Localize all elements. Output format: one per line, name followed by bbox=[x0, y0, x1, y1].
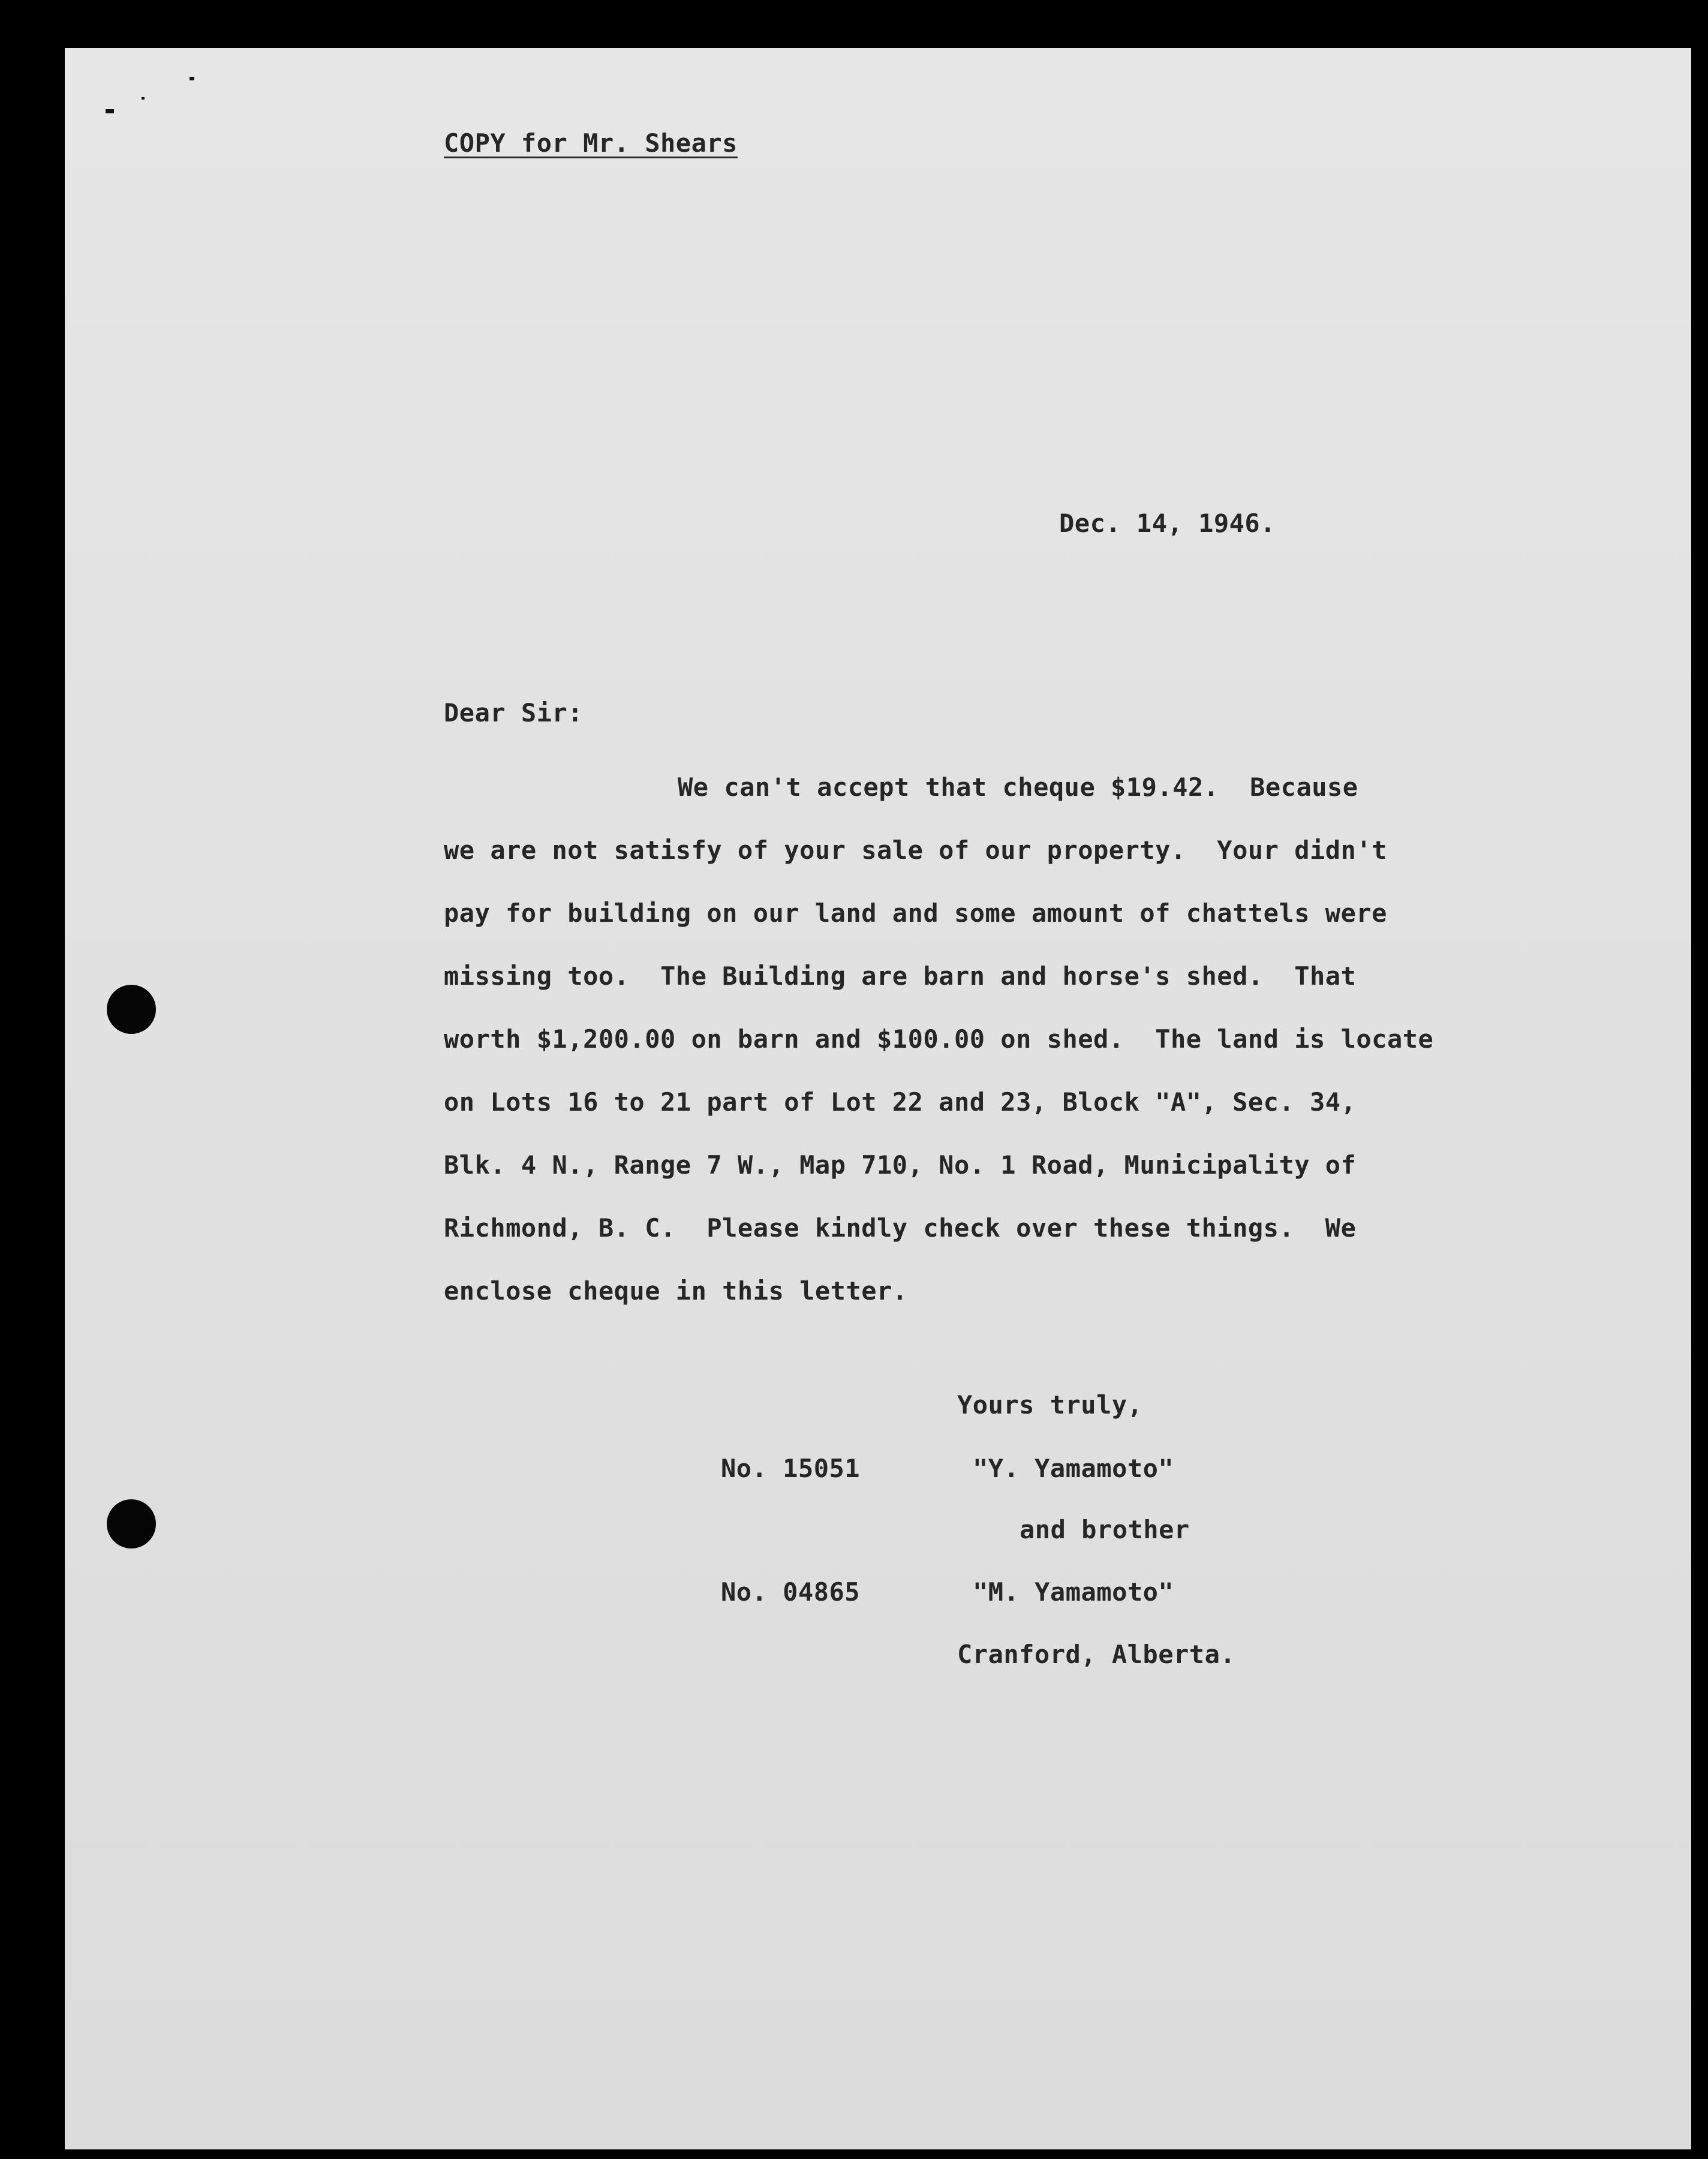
body-line: on Lots 16 to 21 part of Lot 22 and 23, Block "A", Sec. 34, bbox=[444, 1087, 1357, 1117]
punch-hole bbox=[107, 1499, 156, 1548]
sender-location: Cranford, Alberta. bbox=[957, 1640, 1236, 1669]
signatory-conjunction: and brother bbox=[1020, 1515, 1190, 1544]
letter-body bbox=[444, 756, 1433, 1322]
body-line: we are not satisfy of your sale of our property. Your didn't bbox=[444, 835, 1387, 865]
copy-note-header: COPY for Mr. Shears bbox=[444, 128, 738, 158]
registration-number: No. 04865 bbox=[721, 1577, 861, 1607]
salutation: Dear Sir: bbox=[444, 698, 584, 727]
body-line: pay for building on our land and some amount of chattels were bbox=[444, 898, 1387, 928]
ink-speck bbox=[190, 77, 194, 80]
body-line: missing too. The Building are barn and horse's shed. That bbox=[444, 961, 1357, 991]
body-line: We can't accept that cheque $19.42. Because bbox=[678, 772, 1358, 802]
body-line: Blk. 4 N., Range 7 W., Map 710, No. 1 Road, Municipality of bbox=[444, 1150, 1357, 1180]
ink-speck bbox=[106, 109, 114, 113]
signatory-name: "M. Yamamoto" bbox=[973, 1577, 1174, 1607]
punch-hole bbox=[107, 985, 156, 1034]
ink-speck bbox=[142, 97, 145, 100]
complimentary-close: Yours truly, bbox=[957, 1390, 1143, 1420]
body-line: enclose cheque in this letter. bbox=[444, 1276, 908, 1306]
body-line: Richmond, B. C. Please kindly check over these things. We bbox=[444, 1213, 1357, 1243]
letter-date: Dec. 14, 1946. bbox=[1059, 509, 1276, 538]
signatory-name: "Y. Yamamoto" bbox=[973, 1454, 1174, 1483]
body-line: worth $1,200.00 on barn and $100.00 on shed. The land is locate bbox=[444, 1024, 1434, 1054]
registration-number: No. 15051 bbox=[721, 1454, 861, 1483]
